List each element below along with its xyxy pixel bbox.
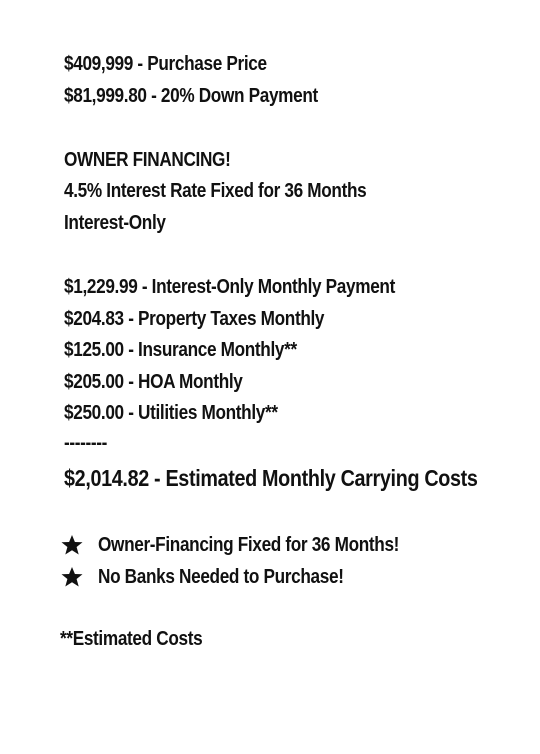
total-carrying-costs: $2,014.82 - Estimated Monthly Carrying Costs	[64, 465, 478, 491]
star-icon	[60, 533, 84, 557]
cost-item-mortgage: $1,229.99 - Interest-Only Monthly Payment	[64, 276, 395, 298]
cost-item-taxes: $204.83 - Property Taxes Monthly	[64, 308, 325, 330]
cost-item-insurance: $125.00 - Insurance Monthly**	[64, 339, 297, 361]
highlight-bullet-1	[60, 531, 84, 559]
footnote: **Estimated Costs	[60, 628, 203, 650]
cost-item-hoa: $205.00 - HOA Monthly	[64, 371, 243, 393]
cost-item-utilities: $250.00 - Utilities Monthly**	[64, 402, 278, 424]
highlight-item-financing: Owner-Financing Fixed for 36 Months!	[98, 534, 400, 556]
divider-line: --------	[64, 432, 108, 454]
financing-type-line: Interest-Only	[64, 212, 166, 234]
interest-rate-line: 4.5% Interest Rate Fixed for 36 Months	[64, 180, 367, 202]
purchase-price-line: $409,999 - Purchase Price	[64, 53, 267, 75]
highlight-bullet-2	[60, 563, 84, 591]
financing-heading: OWNER FINANCING!	[64, 149, 231, 171]
star-icon	[60, 565, 84, 589]
highlight-item-no-banks: No Banks Needed to Purchase!	[98, 566, 344, 588]
down-payment-line: $81,999.80 - 20% Down Payment	[64, 85, 318, 107]
